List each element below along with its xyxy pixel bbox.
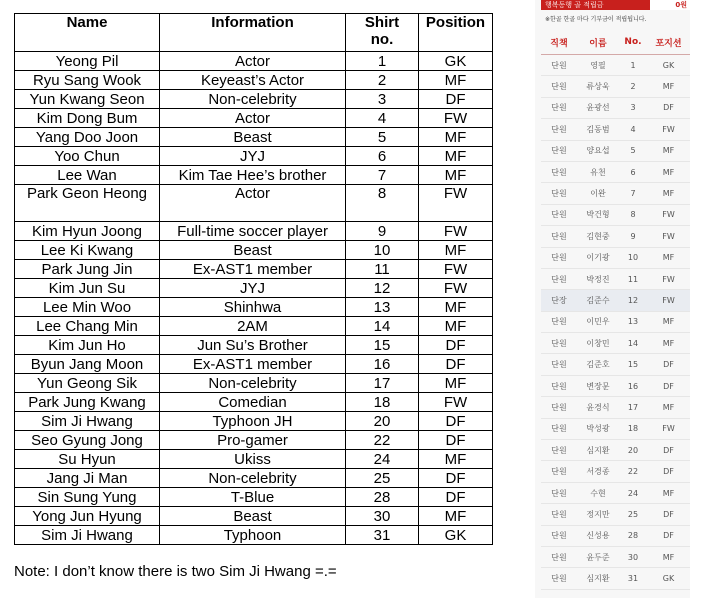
cell-position: DF — [419, 336, 493, 355]
table-row — [15, 317, 493, 336]
footnote: Note: I don’t know there is two Sim Ji Hwang =.= — [14, 563, 337, 580]
table-row — [15, 109, 493, 128]
cell-information: Typhoon JH — [160, 412, 346, 431]
cell-shirt-no: 22 — [346, 431, 419, 450]
cell-information: JYJ — [160, 147, 346, 166]
cell-shirt-no: 13 — [346, 298, 419, 317]
cell-position: MF — [419, 507, 493, 526]
cell-information: Ex-AST1 member — [160, 355, 346, 374]
table-row — [15, 71, 493, 90]
cell-shirt-no: 6 — [346, 147, 419, 166]
korean-table-row — [541, 55, 690, 76]
k-cell-role: 단원 — [541, 183, 577, 204]
k-cell-role: 단원 — [541, 97, 577, 118]
k-cell-name: 변장문 — [577, 375, 619, 396]
k-cell-position: MF — [647, 546, 690, 567]
k-cell-name: 윤경식 — [577, 397, 619, 418]
k-cell-name: 김준수 — [577, 290, 619, 311]
cell-name: Kim Dong Bum — [15, 109, 160, 128]
cell-shirt-no: 18 — [346, 393, 419, 412]
header-shirt-line1: Shirt — [364, 14, 400, 31]
k-cell-role: 단원 — [541, 546, 577, 567]
korean-table-row — [541, 290, 690, 311]
header-shirt-no — [346, 14, 419, 52]
cell-shirt-no: 10 — [346, 241, 419, 260]
k-cell-position: FW — [647, 268, 690, 289]
k-cell-name: 박정진 — [577, 268, 619, 289]
k-cell-position: DF — [647, 354, 690, 375]
k-cell-role: 단원 — [541, 204, 577, 225]
k-cell-no: 12 — [619, 290, 647, 311]
cell-name: Park Jung Kwang — [15, 393, 160, 412]
k-cell-no: 14 — [619, 333, 647, 354]
cell-information: Shinhwa — [160, 298, 346, 317]
k-cell-no: 20 — [619, 440, 647, 461]
cell-name: Lee Ki Kwang — [15, 241, 160, 260]
cell-position: MF — [419, 147, 493, 166]
korean-table-row — [541, 375, 690, 396]
cell-name: Sim Ji Hwang — [15, 526, 160, 545]
cell-information: Actor — [160, 109, 346, 128]
header-position: Position — [419, 14, 493, 52]
cell-name: Lee Wan — [15, 166, 160, 185]
k-cell-role: 단원 — [541, 440, 577, 461]
k-cell-position: MF — [647, 76, 690, 97]
cell-name: Kim Jun Su — [15, 279, 160, 298]
k-cell-role: 단원 — [541, 354, 577, 375]
table-row — [15, 355, 493, 374]
k-cell-role: 단원 — [541, 161, 577, 182]
k-cell-position: DF — [647, 440, 690, 461]
cell-position: MF — [419, 128, 493, 147]
cell-shirt-no: 24 — [346, 450, 419, 469]
k-cell-role: 단원 — [541, 247, 577, 268]
korean-table-row — [541, 247, 690, 268]
cell-information: JYJ — [160, 279, 346, 298]
korean-table-row — [541, 204, 690, 225]
cell-position: FW — [419, 222, 493, 241]
k-cell-role: 단원 — [541, 525, 577, 546]
cell-shirt-no: 8 — [346, 185, 419, 222]
table-row — [15, 241, 493, 260]
k-cell-name: 서경종 — [577, 461, 619, 482]
table-row — [15, 185, 493, 222]
k-cell-position: MF — [647, 247, 690, 268]
table-row — [15, 450, 493, 469]
k-cell-no: 30 — [619, 546, 647, 567]
cell-name: Jang Ji Man — [15, 469, 160, 488]
header-name: Name — [15, 14, 160, 52]
korean-table-row — [541, 440, 690, 461]
table-row — [15, 507, 493, 526]
cell-position: GK — [419, 52, 493, 71]
roster-header-row — [15, 14, 493, 52]
k-cell-name: 이기광 — [577, 247, 619, 268]
table-row — [15, 469, 493, 488]
cell-information: T-Blue — [160, 488, 346, 507]
cell-information: Kim Tae Hee’s brother — [160, 166, 346, 185]
cell-position: MF — [419, 71, 493, 90]
cell-shirt-no: 5 — [346, 128, 419, 147]
cell-position: MF — [419, 450, 493, 469]
korean-table-row — [541, 268, 690, 289]
korean-table-row — [541, 183, 690, 204]
k-cell-role: 단원 — [541, 482, 577, 503]
cell-position: FW — [419, 279, 493, 298]
cell-position: FW — [419, 109, 493, 128]
table-row — [15, 412, 493, 431]
k-cell-role: 단원 — [541, 461, 577, 482]
cell-position: FW — [419, 260, 493, 279]
korean-roster-table — [541, 30, 690, 590]
cell-position: MF — [419, 374, 493, 393]
cell-information: Keyeast’s Actor — [160, 71, 346, 90]
k-cell-position: MF — [647, 140, 690, 161]
k-cell-name: 이창민 — [577, 333, 619, 354]
k-cell-name: 박성광 — [577, 418, 619, 439]
cell-shirt-no: 30 — [346, 507, 419, 526]
cell-shirt-no: 16 — [346, 355, 419, 374]
cell-name: Lee Min Woo — [15, 298, 160, 317]
k-cell-no: 5 — [619, 140, 647, 161]
k-cell-no: 28 — [619, 525, 647, 546]
donation-amount: 0원 — [650, 0, 690, 10]
cell-position: DF — [419, 469, 493, 488]
cell-information: Full-time soccer player — [160, 222, 346, 241]
k-cell-position: MF — [647, 183, 690, 204]
k-cell-position: MF — [647, 161, 690, 182]
cell-position: FW — [419, 185, 493, 222]
k-cell-role: 단장 — [541, 290, 577, 311]
k-cell-role: 단원 — [541, 568, 577, 589]
k-cell-name: 유천 — [577, 161, 619, 182]
cell-position: DF — [419, 355, 493, 374]
cell-name: Yang Doo Joon — [15, 128, 160, 147]
k-cell-no: 15 — [619, 354, 647, 375]
korean-table-row — [541, 418, 690, 439]
korean-header-row — [541, 30, 690, 55]
k-cell-position: FW — [647, 290, 690, 311]
cell-position: DF — [419, 488, 493, 507]
table-row — [15, 166, 493, 185]
header-shirt-line2: no. — [370, 31, 394, 48]
k-cell-no: 24 — [619, 482, 647, 503]
k-cell-role: 단원 — [541, 397, 577, 418]
k-cell-name: 김현중 — [577, 226, 619, 247]
korean-table-row — [541, 119, 690, 140]
table-row — [15, 393, 493, 412]
korean-table-row — [541, 226, 690, 247]
korean-table-row — [541, 354, 690, 375]
k-cell-position: FW — [647, 119, 690, 140]
roster-body — [15, 52, 493, 545]
cell-name: Yun Kwang Seon — [15, 90, 160, 109]
k-cell-no: 9 — [619, 226, 647, 247]
k-cell-no: 1 — [619, 55, 647, 76]
cell-name: Seo Gyung Jong — [15, 431, 160, 450]
cell-position: MF — [419, 241, 493, 260]
cell-name: Su Hyun — [15, 450, 160, 469]
cell-information: Actor — [160, 52, 346, 71]
k-cell-no: 7 — [619, 183, 647, 204]
k-cell-no: 18 — [619, 418, 647, 439]
cell-shirt-no: 15 — [346, 336, 419, 355]
cell-information: Ex-AST1 member — [160, 260, 346, 279]
cell-information: Non-celebrity — [160, 90, 346, 109]
cell-shirt-no: 1 — [346, 52, 419, 71]
cell-shirt-no: 14 — [346, 317, 419, 336]
cell-name: Yong Jun Hyung — [15, 507, 160, 526]
cell-position: MF — [419, 317, 493, 336]
cell-information: Beast — [160, 507, 346, 526]
k-cell-role: 단원 — [541, 333, 577, 354]
table-row — [15, 374, 493, 393]
table-row — [15, 52, 493, 71]
cell-position: DF — [419, 90, 493, 109]
k-cell-no: 31 — [619, 568, 647, 589]
k-cell-name: 류상욱 — [577, 76, 619, 97]
k-cell-role: 단원 — [541, 418, 577, 439]
k-cell-no: 16 — [619, 375, 647, 396]
cell-information: 2AM — [160, 317, 346, 336]
k-cell-no: 25 — [619, 504, 647, 525]
cell-name: Ryu Sang Wook — [15, 71, 160, 90]
cell-shirt-no: 2 — [346, 71, 419, 90]
k-cell-name: 윤광선 — [577, 97, 619, 118]
table-row — [15, 279, 493, 298]
k-cell-position: MF — [647, 311, 690, 332]
k-cell-name: 양요섭 — [577, 140, 619, 161]
cell-name: Park Geon Heong — [15, 185, 160, 222]
k-cell-position: DF — [647, 375, 690, 396]
cell-shirt-no: 25 — [346, 469, 419, 488]
korean-table-row — [541, 482, 690, 503]
cell-position: MF — [419, 166, 493, 185]
k-cell-role: 단원 — [541, 76, 577, 97]
k-cell-no: 11 — [619, 268, 647, 289]
cell-name: Kim Hyun Joong — [15, 222, 160, 241]
k-cell-position: DF — [647, 461, 690, 482]
cell-shirt-no: 11 — [346, 260, 419, 279]
k-cell-position: FW — [647, 204, 690, 225]
k-cell-position: DF — [647, 97, 690, 118]
k-cell-name: 수현 — [577, 482, 619, 503]
k-cell-no: 13 — [619, 311, 647, 332]
table-row — [15, 90, 493, 109]
table-row — [15, 298, 493, 317]
korean-table-row — [541, 461, 690, 482]
korean-table-row — [541, 397, 690, 418]
cell-information: Pro-gamer — [160, 431, 346, 450]
korean-table-row — [541, 140, 690, 161]
cell-shirt-no: 12 — [346, 279, 419, 298]
cell-shirt-no: 7 — [346, 166, 419, 185]
k-cell-role: 단원 — [541, 226, 577, 247]
k-cell-name: 심지환 — [577, 568, 619, 589]
cell-name: Sin Sung Yung — [15, 488, 160, 507]
roster-table — [14, 13, 493, 545]
k-cell-no: 17 — [619, 397, 647, 418]
k-cell-name: 김준호 — [577, 354, 619, 375]
table-row — [15, 526, 493, 545]
cell-information: Beast — [160, 241, 346, 260]
cell-name: Lee Chang Min — [15, 317, 160, 336]
cell-name: Yeong Pil — [15, 52, 160, 71]
k-col-role: 직책 — [541, 30, 577, 55]
table-row — [15, 128, 493, 147]
k-cell-role: 단원 — [541, 55, 577, 76]
cell-information: Non-celebrity — [160, 374, 346, 393]
table-row — [15, 431, 493, 450]
cell-name: Yun Geong Sik — [15, 374, 160, 393]
cell-shirt-no: 3 — [346, 90, 419, 109]
donation-subtitle: ※한골 한골 마다 기부금이 적립됩니다. — [545, 16, 647, 23]
cell-shirt-no: 31 — [346, 526, 419, 545]
k-cell-name: 정지만 — [577, 504, 619, 525]
k-cell-no: 6 — [619, 161, 647, 182]
korean-table-row — [541, 161, 690, 182]
k-cell-role: 단원 — [541, 504, 577, 525]
k-cell-position: GK — [647, 55, 690, 76]
k-cell-position: MF — [647, 333, 690, 354]
korean-table-row — [541, 504, 690, 525]
korean-roster-panel — [535, 0, 690, 598]
korean-roster-body — [541, 55, 690, 590]
korean-table-row — [541, 333, 690, 354]
cell-position: FW — [419, 393, 493, 412]
table-row — [15, 222, 493, 241]
k-col-position: 포지션 — [647, 30, 690, 55]
k-cell-position: MF — [647, 482, 690, 503]
cell-information: Ukiss — [160, 450, 346, 469]
table-row — [15, 260, 493, 279]
k-cell-role: 단원 — [541, 140, 577, 161]
cell-information: Beast — [160, 128, 346, 147]
korean-table-row — [541, 546, 690, 567]
korean-table-row — [541, 76, 690, 97]
k-col-no: No. — [619, 30, 647, 55]
korean-table-row — [541, 568, 690, 589]
k-cell-no: 8 — [619, 204, 647, 225]
header-information: Information — [160, 14, 346, 52]
k-cell-name: 이완 — [577, 183, 619, 204]
cell-name: Yoo Chun — [15, 147, 160, 166]
k-cell-role: 단원 — [541, 268, 577, 289]
k-cell-role: 단원 — [541, 119, 577, 140]
k-cell-name: 영필 — [577, 55, 619, 76]
korean-table-row — [541, 311, 690, 332]
cell-name: Byun Jang Moon — [15, 355, 160, 374]
cell-position: DF — [419, 412, 493, 431]
k-cell-no: 2 — [619, 76, 647, 97]
k-cell-no: 10 — [619, 247, 647, 268]
k-cell-role: 단원 — [541, 311, 577, 332]
k-col-name: 이름 — [577, 30, 619, 55]
cell-information: Actor — [160, 185, 346, 222]
cell-information: Comedian — [160, 393, 346, 412]
cell-shirt-no: 20 — [346, 412, 419, 431]
k-cell-position: DF — [647, 525, 690, 546]
k-cell-name: 이민우 — [577, 311, 619, 332]
k-cell-position: DF — [647, 504, 690, 525]
k-cell-name: 김동범 — [577, 119, 619, 140]
cell-shirt-no: 28 — [346, 488, 419, 507]
cell-information: Non-celebrity — [160, 469, 346, 488]
k-cell-position: GK — [647, 568, 690, 589]
k-cell-no: 22 — [619, 461, 647, 482]
k-cell-position: FW — [647, 226, 690, 247]
cell-name: Park Jung Jin — [15, 260, 160, 279]
cell-position: GK — [419, 526, 493, 545]
k-cell-name: 윤두준 — [577, 546, 619, 567]
donation-header-title: 행복동행 골 적립금 — [545, 1, 604, 9]
table-row — [15, 336, 493, 355]
cell-information: Jun Su’s Brother — [160, 336, 346, 355]
cell-name: Sim Ji Hwang — [15, 412, 160, 431]
cell-shirt-no: 17 — [346, 374, 419, 393]
k-cell-name: 신성용 — [577, 525, 619, 546]
cell-shirt-no: 9 — [346, 222, 419, 241]
cell-name: Kim Jun Ho — [15, 336, 160, 355]
table-row — [15, 488, 493, 507]
korean-table-row — [541, 525, 690, 546]
cell-information: Typhoon — [160, 526, 346, 545]
k-cell-no: 3 — [619, 97, 647, 118]
k-cell-position: FW — [647, 418, 690, 439]
cell-position: MF — [419, 298, 493, 317]
k-cell-no: 4 — [619, 119, 647, 140]
k-cell-name: 박건형 — [577, 204, 619, 225]
table-row — [15, 147, 493, 166]
cell-position: DF — [419, 431, 493, 450]
k-cell-role: 단원 — [541, 375, 577, 396]
cell-shirt-no: 4 — [346, 109, 419, 128]
k-cell-position: MF — [647, 397, 690, 418]
korean-table-row — [541, 97, 690, 118]
donation-header-bar — [541, 0, 690, 10]
k-cell-name: 심지환 — [577, 440, 619, 461]
